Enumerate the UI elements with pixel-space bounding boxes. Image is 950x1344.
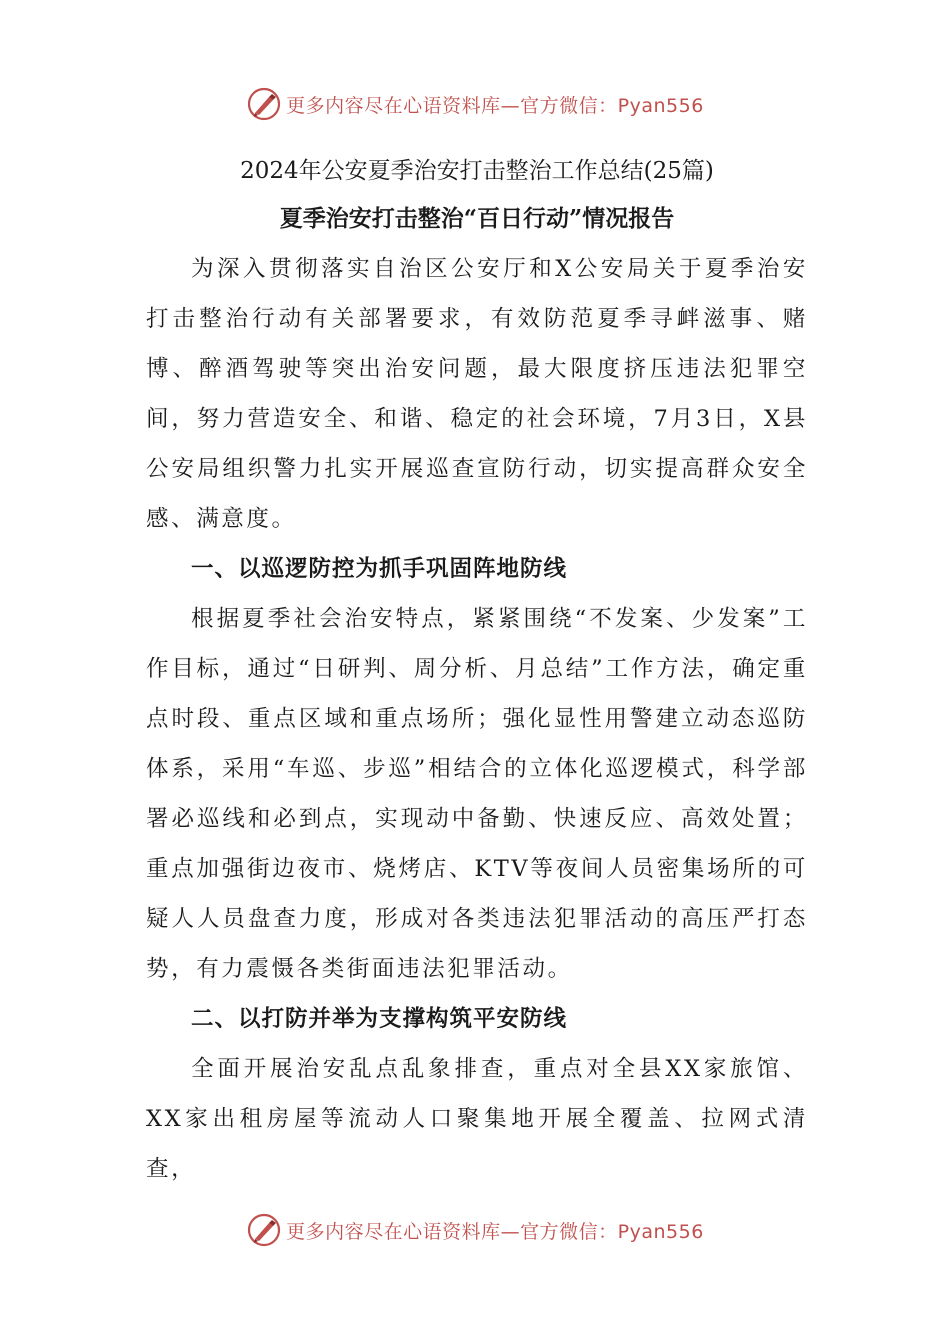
section-body-2: 全面开展治安乱点乱象排查，重点对全县XX家旅馆、XX家出租房屋等流动人口聚集地开展全覆盖、拉网式清查， (146, 1056, 808, 1182)
intro-paragraph: 为深入贯彻落实自治区公安厅和X公安局关于夏季治安打击整治行动有关部署要求，有效防范夏季寻衅滋事、赌博、醉酒驾驶等突出治安问题，最大限度挤压违法犯罪空间，努力营造安全、和谐、稳定的社会环境，7月3日，X县公安局组织警力扎实开展巡查宣防行动，切实提高群众安全感、满意度。 (146, 256, 808, 532)
section-heading-1: 一、以巡逻防控为抓手巩固阵地防线 (191, 556, 568, 582)
document-title: 2024年公安夏季治安打击整治工作总结(25篇) (240, 158, 714, 184)
watermark-text: 更多内容尽在心语资料库—官方微信：Pyan556 (286, 94, 704, 117)
pen-logo-icon (246, 86, 282, 122)
watermark-text: 更多内容尽在心语资料库—官方微信：Pyan556 (286, 1220, 704, 1243)
document-subtitle: 夏季治安打击整治“百日行动”情况报告 (279, 205, 675, 232)
document-body (146, 150, 808, 1194)
section-heading-2: 二、以打防并举为支撑构筑平安防线 (191, 1006, 568, 1032)
pen-logo-icon (246, 1212, 282, 1248)
footer-watermark (0, 1210, 950, 1250)
header-watermark (0, 84, 950, 124)
section-body-1: 根据夏季社会治安特点，紧紧围绕“不发案、少发案”工作目标，通过“日研判、周分析、月总结”工作方法，确定重点时段、重点区域和重点场所；强化显性用警建立动态巡防体系，采用“车巡、步巡”相结合的立体化巡逻模式，科学部署必巡线和必到点，实现动中备勤、快速反应、高效处置；重点加强街边夜市、烧烤店、KTV等夜间人员密集场所的可疑人人员盘查力度，形成对各类违法犯罪活动的高压严打态势，有力震慑各类街面违法犯罪活动。 (146, 606, 808, 982)
